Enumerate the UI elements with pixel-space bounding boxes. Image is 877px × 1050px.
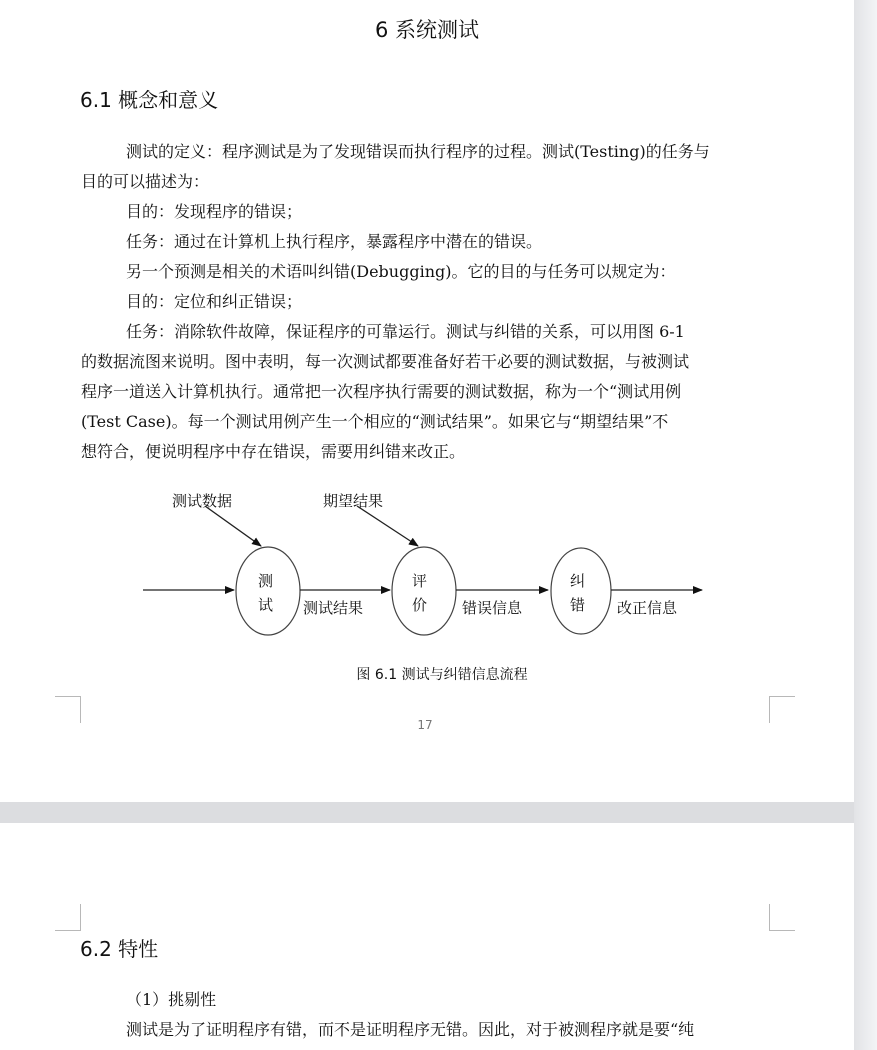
node-test bbox=[236, 547, 300, 635]
input-label-test-data: 测试数据 bbox=[172, 492, 233, 510]
vertical-scrollbar[interactable] bbox=[854, 0, 877, 1050]
crop-mark bbox=[55, 904, 81, 931]
paragraph-line: 目的可以描述为： bbox=[81, 172, 210, 191]
node-evaluate-label: 价 bbox=[412, 596, 428, 614]
paragraph-line: 测试是为了证明程序有错，而不是证明程序无错。因此，对于被测程序就是要“纯 bbox=[126, 1020, 695, 1039]
edge-label-test-result: 测试结果 bbox=[303, 599, 364, 617]
section-title-6-2: 6.2 特性 bbox=[80, 937, 159, 961]
page-number: 17 bbox=[417, 718, 433, 732]
paragraph-line: 的数据流图来说明。图中表明，每一次测试都要准备好若干必要的测试数据，与被测试 bbox=[81, 352, 690, 371]
node-debug-label: 错 bbox=[570, 596, 586, 614]
paragraph-line: 想符合，便说明程序中存在错误，需要用纠错来改正。 bbox=[81, 442, 466, 461]
crop-mark bbox=[769, 904, 795, 931]
arrow-test-data bbox=[205, 506, 261, 546]
body-text bbox=[81, 137, 757, 467]
document-page-18 bbox=[0, 823, 854, 1050]
paragraph-line: 任务：消除软件故障，保证程序的可靠运行。测试与纠错的关系，可以用图 6-1 bbox=[126, 322, 685, 341]
node-debug-label: 纠 bbox=[570, 572, 586, 590]
flow-diagram bbox=[0, 480, 854, 660]
paragraph-line: 测试的定义：程序测试是为了发现错误而执行程序的过程。测试(Testing)的任务与 bbox=[126, 142, 710, 161]
paragraph-line: 目的：发现程序的错误； bbox=[126, 202, 303, 221]
node-test-label: 测 bbox=[258, 572, 274, 590]
paragraph-line: (Test Case)。每一个测试用例产生一个相应的“测试结果”。如果它与“期望结果”不 bbox=[81, 412, 669, 431]
section-title-6-1: 6.1 概念和意义 bbox=[80, 88, 219, 112]
paragraph-line: 目的：定位和纠正错误； bbox=[126, 292, 303, 311]
node-debug bbox=[551, 548, 611, 634]
paragraph-line: 另一个预测是相关的术语叫纠错(Debugging)。它的目的与任务可以规定为： bbox=[126, 262, 676, 281]
paragraph-line: 程序一道送入计算机执行。通常把一次程序执行需要的测试数据，称为一个“测试用例 bbox=[81, 382, 682, 401]
node-test-label: 试 bbox=[258, 596, 274, 614]
input-label-expected-result: 期望结果 bbox=[323, 492, 384, 510]
node-evaluate-label: 评 bbox=[412, 572, 428, 590]
edge-label-correction-info: 改正信息 bbox=[617, 599, 678, 617]
subheading: （1）挑剔性 bbox=[126, 990, 217, 1009]
arrow-expected-result bbox=[357, 506, 418, 546]
page-gap bbox=[0, 802, 854, 823]
figure-caption: 图 6.1 测试与纠错信息流程 bbox=[356, 667, 528, 683]
edge-label-error-info: 错误信息 bbox=[462, 599, 523, 617]
chapter-title: 6 系统测试 bbox=[374, 18, 480, 42]
paragraph-line: 任务：通过在计算机上执行程序，暴露程序中潜在的错误。 bbox=[126, 232, 543, 251]
node-evaluate bbox=[392, 547, 456, 635]
